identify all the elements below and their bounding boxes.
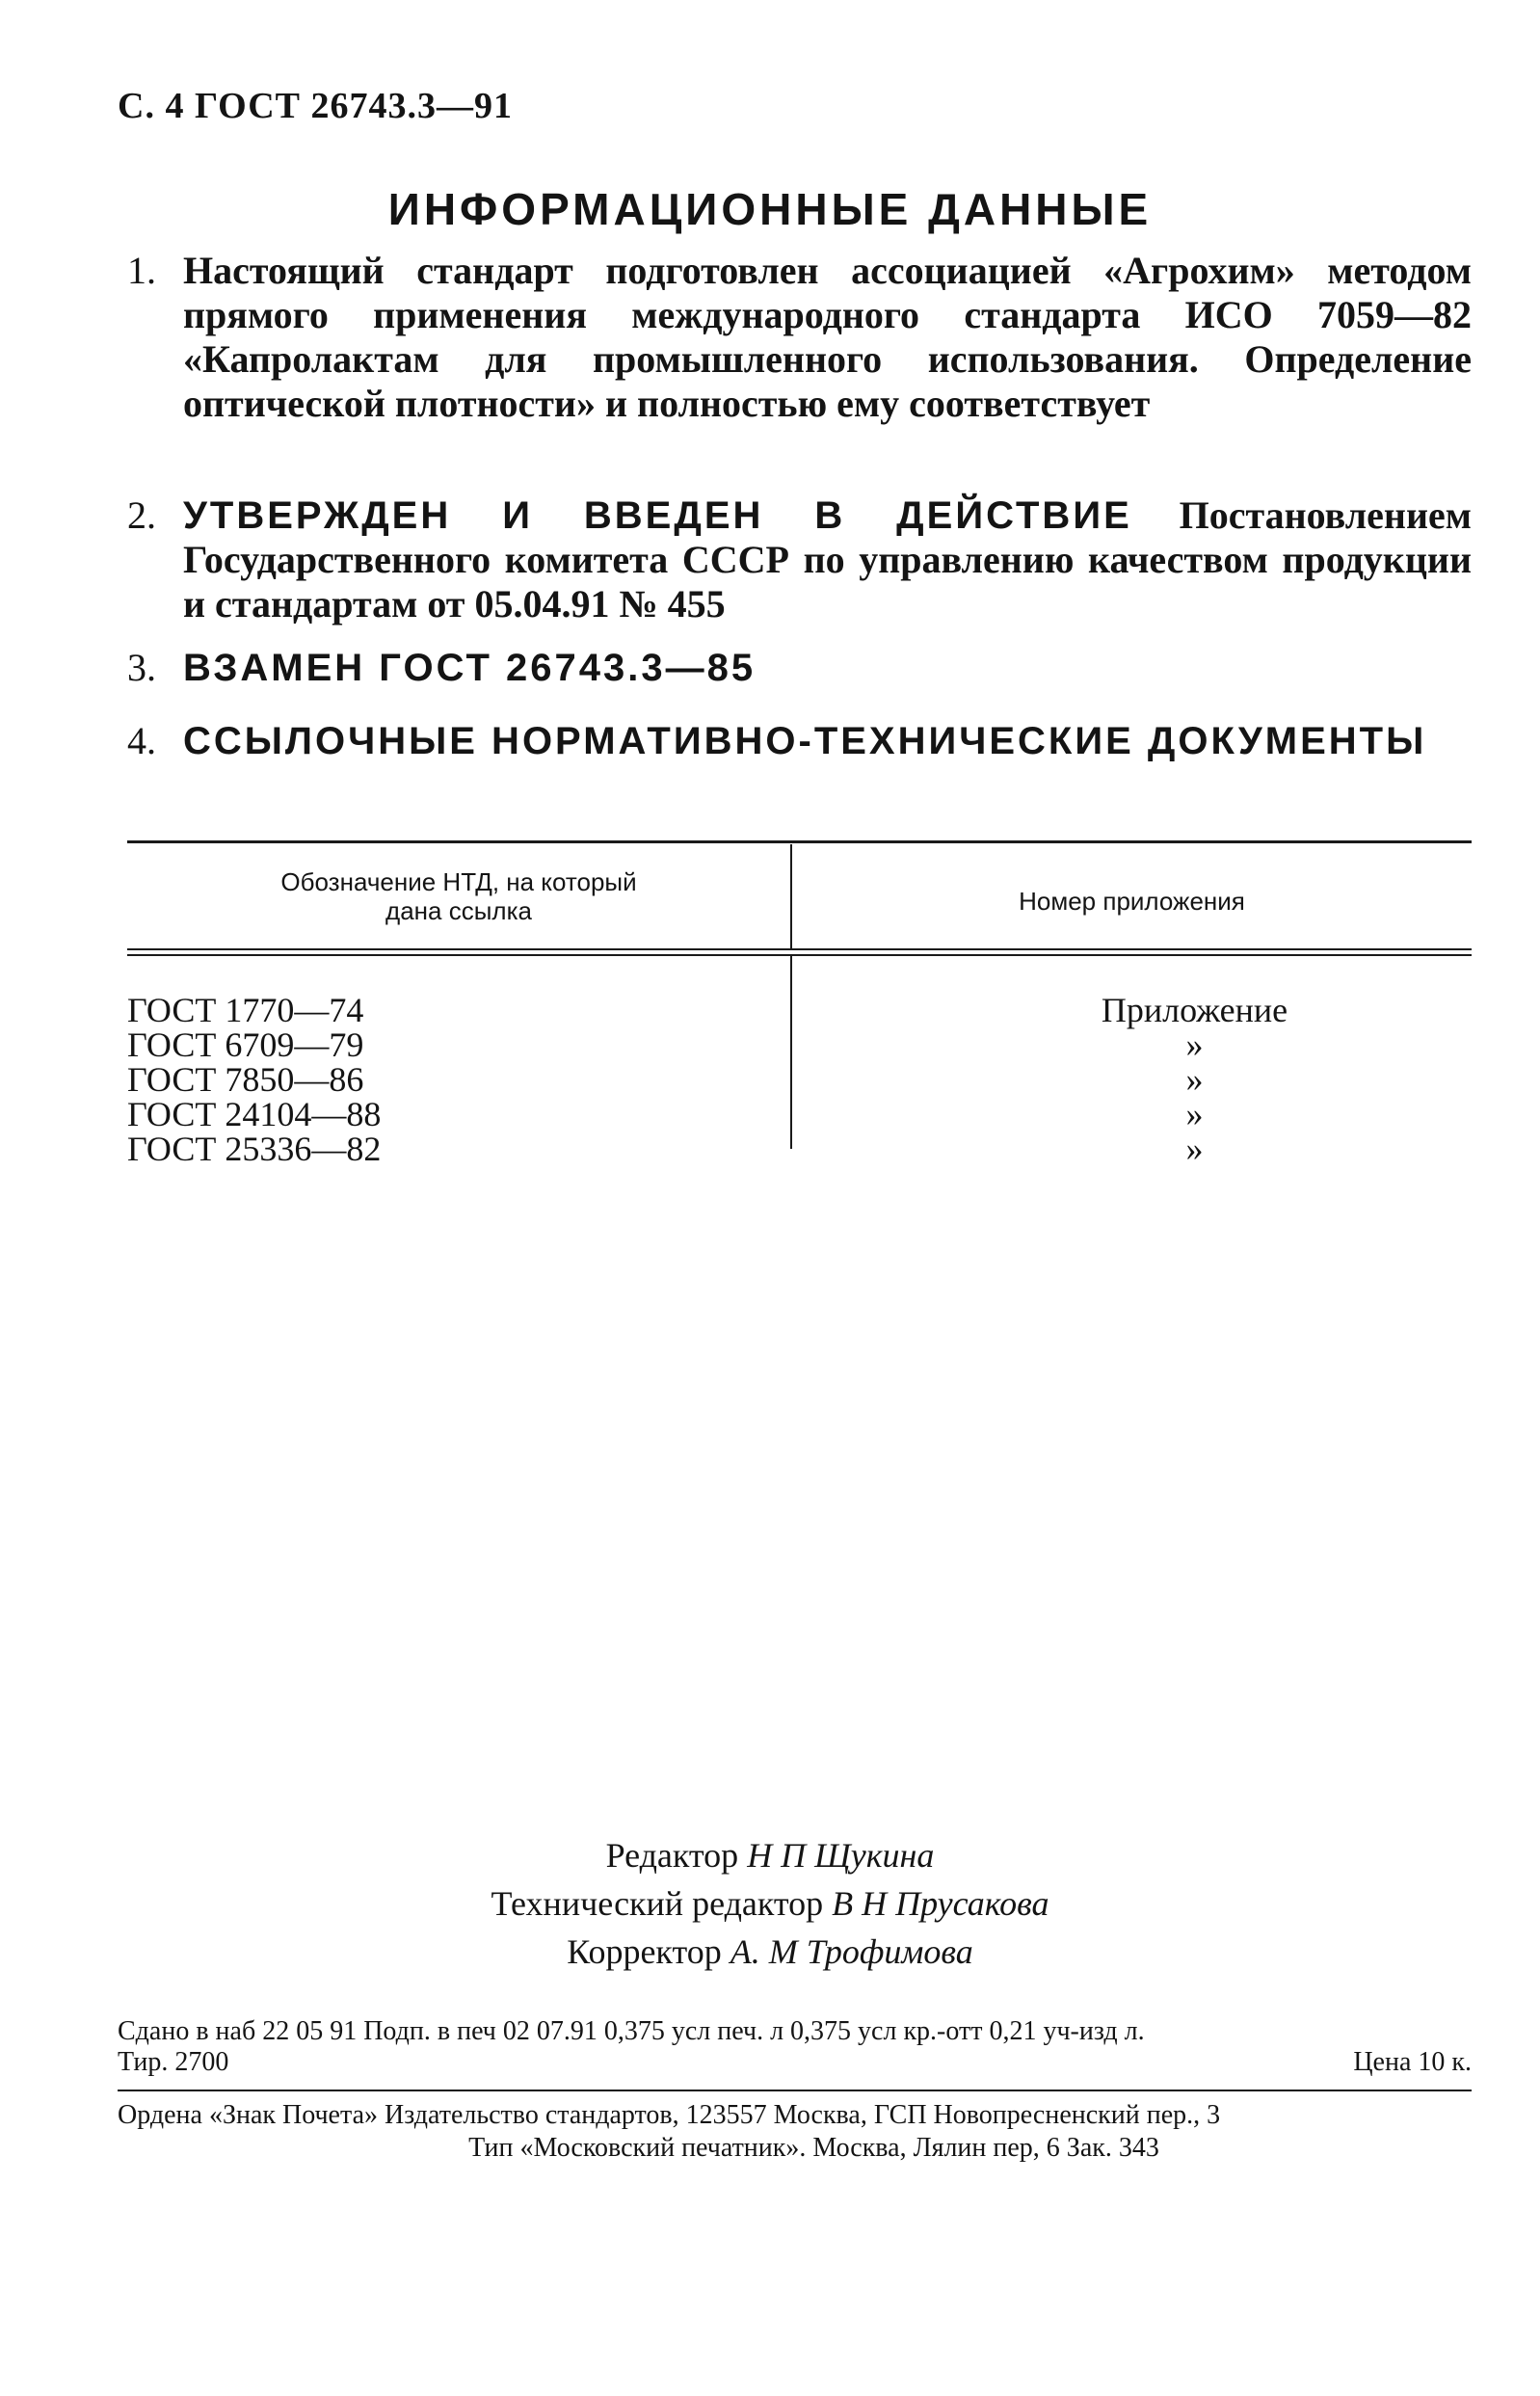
item-text: Настоящий стандарт подготовлен ассоциацией «Агрохим» методом прямого применения международного стандарта ИСО 7059—82 «Капролактам для промышленного использования. Определение оптической плотности» и полностью ему соответствует: [183, 249, 1472, 425]
item-text: Постановлением Государственного комитета СССР по управлению качеством продукции и стандартам от 05.04.91 № 455: [183, 493, 1472, 626]
table-cell-appendix: »: [1185, 1025, 1204, 1064]
table-cell-appendix: »: [1185, 1095, 1204, 1133]
credit-name: В Н Прусакова: [832, 1884, 1049, 1923]
credit-tech-editor: [0, 1879, 1540, 1928]
item-number: 1.: [127, 249, 156, 292]
info-item-1: [127, 249, 1472, 426]
header-line: дана ссылка: [385, 896, 532, 925]
table-cell-appendix: »: [1185, 1060, 1204, 1099]
footer-line: Ордена «Знак Почета» Издательство стандартов, 123557 Москва, ГСП Новопресненский пер., 3: [118, 2100, 1221, 2130]
imprint-price: Цена 10 к.: [1353, 2047, 1472, 2077]
table-cell-doc: ГОСТ 24104—88: [127, 1095, 382, 1133]
footer-rule: [118, 2090, 1472, 2091]
item-heading: ССЫЛОЧНЫЕ НОРМАТИВНО-ТЕХНИЧЕСКИЕ ДОКУМЕНТЫ: [183, 720, 1427, 762]
imprint-line: Сдано в наб 22 05 91 Подп. в печ 02 07.91 0,375 усл печ. л 0,375 усл кр.-отт 0,21 уч-изд л.: [118, 2016, 1145, 2046]
credit-role: Корректор: [567, 1932, 722, 1971]
page-title: ИНФОРМАЦИОННЫЕ ДАННЫЕ: [387, 184, 1153, 234]
publisher-footer: [118, 2099, 1472, 2165]
credit-proofreader: [0, 1928, 1540, 1976]
table-row: [127, 1097, 1472, 1131]
table-cell-doc: ГОСТ 7850—86: [127, 1060, 364, 1099]
imprint-circulation: Тир. 2700: [118, 2047, 229, 2077]
credits: [0, 1831, 1540, 1976]
table-header-rule: [127, 948, 1472, 956]
credit-role: Технический редактор: [491, 1884, 824, 1923]
credit-editor: [0, 1831, 1540, 1879]
table-row: [127, 1027, 1472, 1062]
table-header-appendix: Номер приложения: [1019, 887, 1245, 916]
page-header: С. 4 ГОСТ 26743.3—91: [118, 86, 513, 126]
credit-name: Н П Щукина: [747, 1836, 935, 1875]
table-row: [127, 1062, 1472, 1097]
info-item-4: [127, 719, 1472, 763]
table-header-designation: [127, 867, 790, 925]
table-row: [127, 993, 1472, 1027]
item-number: 4.: [127, 719, 156, 762]
table-row: [127, 1131, 1472, 1166]
table-cell-appendix: Приложение: [1101, 991, 1288, 1029]
item-number: 2.: [127, 493, 156, 537]
item-number: 3.: [127, 646, 156, 689]
table-cell-appendix: »: [1185, 1130, 1204, 1168]
imprint: [118, 2016, 1472, 2078]
item-heading: УТВЕРЖДЕН И ВВЕДЕН В ДЕЙСТВИЕ: [183, 494, 1132, 537]
table-cell-doc: ГОСТ 25336—82: [127, 1130, 382, 1168]
credit-role: Редактор: [605, 1836, 739, 1875]
table-cell-doc: ГОСТ 1770—74: [127, 991, 364, 1029]
header-line: Обозначение НТД, на который: [280, 867, 637, 896]
credit-name: А. М Трофимова: [730, 1932, 973, 1971]
footer-line: Тип «Московский печатник». Москва, Лялин пер, 6 Зак. 343: [468, 2133, 1159, 2163]
info-item-3: [127, 646, 1472, 690]
table-cell-doc: ГОСТ 6709—79: [127, 1025, 364, 1064]
item-heading: ВЗАМЕН ГОСТ 26743.3—85: [183, 647, 757, 689]
info-item-2: [127, 493, 1472, 626]
table-top-rule: [127, 840, 1472, 843]
